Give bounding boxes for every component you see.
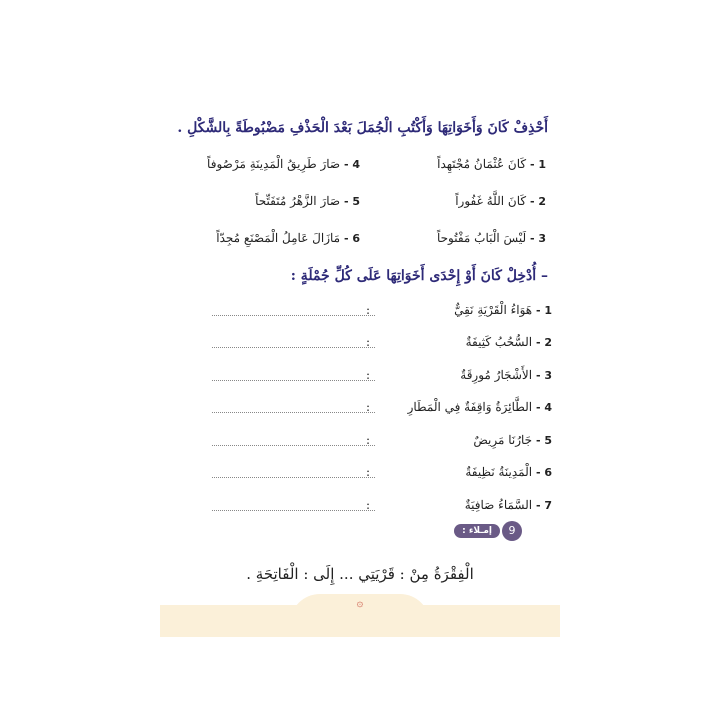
item-text: السَّمَاءُ صَافِيَةٌ: [464, 498, 533, 512]
row-colon: :: [365, 400, 370, 414]
item-number: 4 -: [343, 158, 360, 171]
row-text: [465, 465, 552, 479]
dictation-badge: [432, 520, 522, 542]
item-number: 3 -: [535, 369, 552, 382]
row-text: [473, 433, 552, 447]
worksheet-page: [160, 100, 560, 640]
exercise2-row-2: [182, 335, 552, 357]
row-text: [454, 303, 552, 317]
row-colon: :: [365, 335, 370, 349]
exercise2-row-5: [182, 433, 552, 455]
item-number: 1 -: [535, 304, 552, 317]
row-colon: :: [365, 368, 370, 382]
item-number: 7 -: [535, 499, 552, 512]
exercise1-item-1: [437, 157, 546, 171]
exercise2-instruction: – أُدْخِلْ كَانَ أَوْ إِحْدَى أَخَوَاتِهَا عَلَى كُلِّ جُمْلَةٍ :: [290, 268, 548, 284]
passage-reference: الْفِقْرَةُ مِنْ : قَرْيَتِي ... إِلَى : الْفَاتِحَةِ .: [246, 565, 474, 583]
item-number: 5 -: [535, 434, 552, 447]
item-text: الطَّائِرَةُ وَاقِفَةٌ فِي الْمَطَارِ: [407, 400, 533, 414]
item-text: هَوَاءُ الْقَرْيَةِ نَقِيٌّ: [454, 303, 533, 317]
item-number: 2 -: [535, 336, 552, 349]
exercise2-row-7: [182, 498, 552, 520]
dictation-label: إمـلاء :: [454, 524, 500, 538]
exercise2-row-3: [182, 368, 552, 390]
row-text: [466, 335, 552, 349]
exercise1-item-4: [207, 157, 360, 171]
exercise1-instruction: أَحْذِفْ كَانَ وَأَخَوَاتِهَا وَأَكْتُبِ الْجُمَلَ بَعْدَ الْحَذْفِ مَضْبُوطَةً بِالشَّكْلِ .: [177, 120, 548, 136]
exercise1-item-2: [455, 194, 546, 208]
item-number: 3 -: [529, 232, 546, 245]
exercise2-row-4: [182, 400, 552, 422]
answer-line[interactable]: [212, 477, 375, 478]
item-number: 1 -: [529, 158, 546, 171]
exercise-number: 9: [502, 521, 522, 541]
exercise1-item-6: [216, 231, 360, 245]
item-text: الأَشْجَارُ مُورِقَةٌ: [460, 368, 533, 382]
answer-line[interactable]: [212, 510, 375, 511]
row-colon: :: [365, 303, 370, 317]
exercise1-item-3: [437, 231, 546, 245]
answer-line[interactable]: [212, 380, 375, 381]
item-text: السُّحُبُ كَثِيفَةٌ: [465, 335, 533, 349]
item-number: 2 -: [529, 195, 546, 208]
item-text: كَانَ اللَّهُ غَفُوراً: [455, 194, 527, 208]
item-number: 6 -: [343, 232, 360, 245]
answer-line[interactable]: [212, 315, 375, 316]
item-text: الْمَدِينَةُ نَظِيفَةٌ: [465, 465, 533, 479]
exercise2-row-6: [182, 465, 552, 487]
row-colon: :: [365, 498, 370, 512]
answer-line[interactable]: [212, 347, 375, 348]
row-text: [408, 400, 552, 414]
item-text: كَانَ عُثْمَانُ مُجْتَهِداً: [437, 157, 527, 171]
exercise1-item-5: [255, 194, 360, 208]
item-number: 4 -: [535, 401, 552, 414]
item-text: مَازَالَ عَامِلُ الْمَصْنَعِ مُجِدّاً: [216, 231, 341, 245]
row-text: [460, 368, 552, 382]
exercise2-row-1: [182, 303, 552, 325]
item-text: جَارُنَا مَرِيضٌ: [473, 433, 533, 447]
row-colon: :: [365, 465, 370, 479]
ornament-icon: ۞: [356, 596, 364, 609]
item-text: لَيْسَ الْبَابُ مَفْتُوحاً: [436, 231, 527, 245]
item-number: 5 -: [343, 195, 360, 208]
row-text: [465, 498, 552, 512]
answer-line[interactable]: [212, 445, 375, 446]
item-text: صَارَ طَرِيقُ الْمَدِينَةِ مَرْصُوفاً: [207, 157, 341, 171]
answer-line[interactable]: [212, 412, 375, 413]
item-number: 6 -: [535, 466, 552, 479]
item-text: صَارَ الزَّهْرُ مُتَفَتِّحاً: [255, 194, 341, 208]
row-colon: :: [365, 433, 370, 447]
